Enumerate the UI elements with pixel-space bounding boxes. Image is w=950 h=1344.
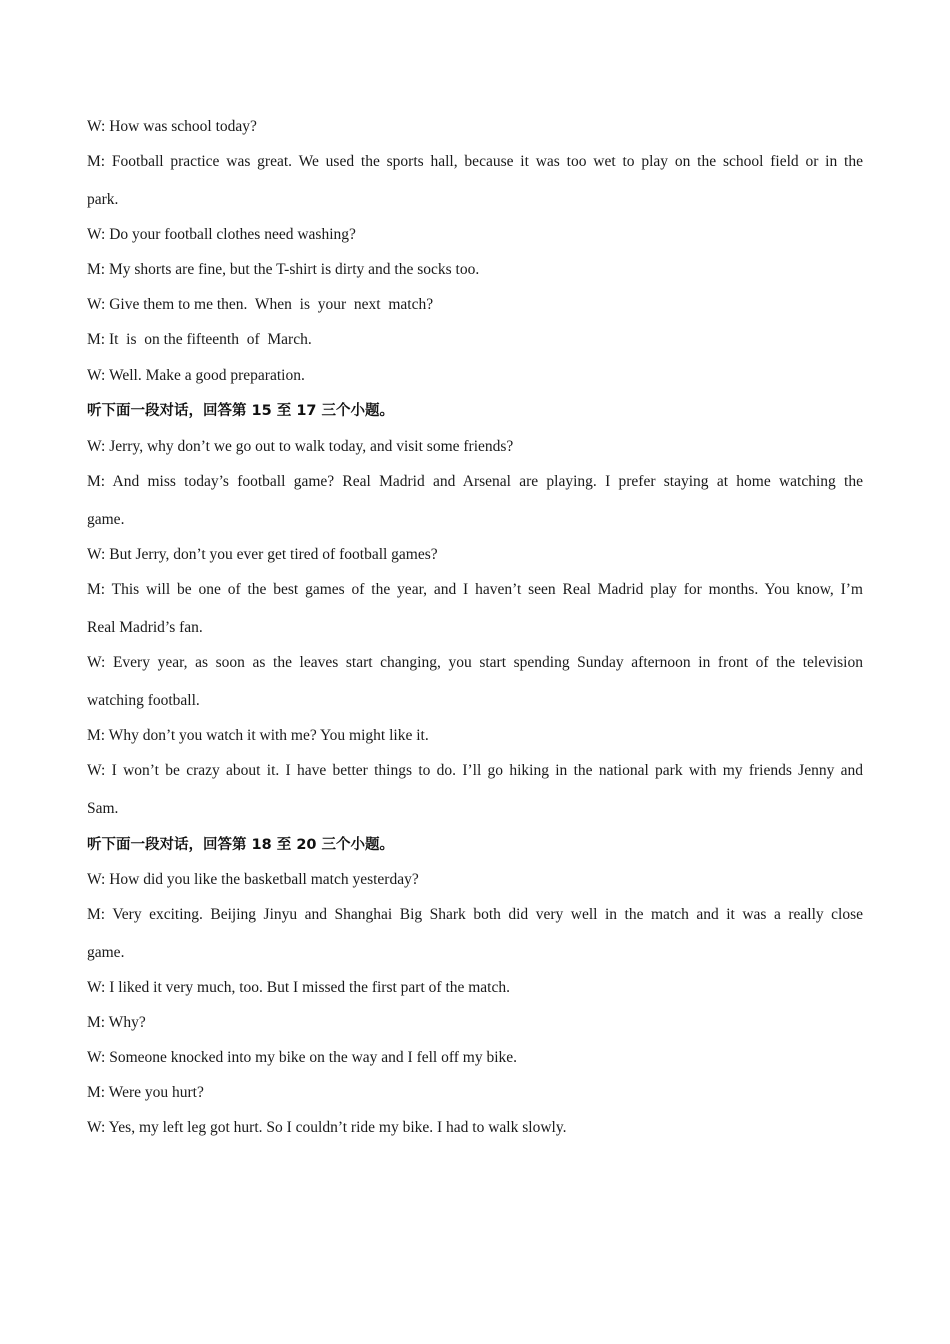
dialogue-line: M: Very exciting. Beijing Jinyu and Shanghai Big Shark both did very well in the match and it was a really close <box>87 906 863 923</box>
dialogue-line: W: Do your football clothes need washing? <box>87 226 356 243</box>
dialogue-line: M: Were you hurt? <box>87 1084 204 1101</box>
dialogue-line: W: Yes, my left leg got hurt. So I couldn’t ride my bike. I had to walk slowly. <box>87 1119 567 1136</box>
dialogue-line: W: How did you like the basketball match yesterday? <box>87 871 419 888</box>
dialogue-line: W: Well. Make a good preparation. <box>87 367 305 384</box>
dialogue-line: M: And miss today’s football game? Real Madrid and Arsenal are playing. I prefer staying at home watching the <box>87 473 863 490</box>
dialogue-line: M: This will be one of the best games of the year, and I haven’t seen Real Madrid play for months. You know, I’m <box>87 581 863 598</box>
dialogue-line: W: Every year, as soon as the leaves start changing, you start spending Sunday afternoon in front of the television <box>87 654 863 671</box>
dialogue-line: M: Why don’t you watch it with me? You might like it. <box>87 727 429 744</box>
dialogue-line: W: But Jerry, don’t you ever get tired of football games? <box>87 546 438 563</box>
dialogue-line: watching football. <box>87 692 200 709</box>
dialogue-line: game. <box>87 511 125 528</box>
section-heading: 听下面一段对话，回答第 15 至 17 三个小题。 <box>87 403 395 419</box>
dialogue-line: M: My shorts are fine, but the T-shirt is dirty and the socks too. <box>87 261 480 278</box>
dialogue-line: W: Someone knocked into my bike on the way and I fell off my bike. <box>87 1049 518 1066</box>
dialogue-line: W: Jerry, why don’t we go out to walk today, and visit some friends? <box>87 438 514 455</box>
dialogue-line: M: It is on the fifteenth of March. <box>87 331 312 348</box>
dialogue-line: park. <box>87 191 119 208</box>
dialogue-line: W: Give them to me then. When is your next match? <box>87 296 434 313</box>
dialogue-line: game. <box>87 944 125 961</box>
dialogue-line: Sam. <box>87 800 119 817</box>
dialogue-line: W: I won’t be crazy about it. I have better things to do. I’ll go hiking in the national park with my friends Jenny and <box>87 762 863 779</box>
dialogue-line: W: I liked it very much, too. But I missed the first part of the match. <box>87 979 510 996</box>
dialogue-line: M: Why? <box>87 1014 146 1031</box>
section-heading: 听下面一段对话，回答第 18 至 20 三个小题。 <box>87 837 395 853</box>
dialogue-line: Real Madrid’s fan. <box>87 619 203 636</box>
dialogue-line: W: How was school today? <box>87 118 257 135</box>
dialogue-line: M: Football practice was great. We used the sports hall, because it was too wet to play on the school field or in the <box>87 153 863 170</box>
